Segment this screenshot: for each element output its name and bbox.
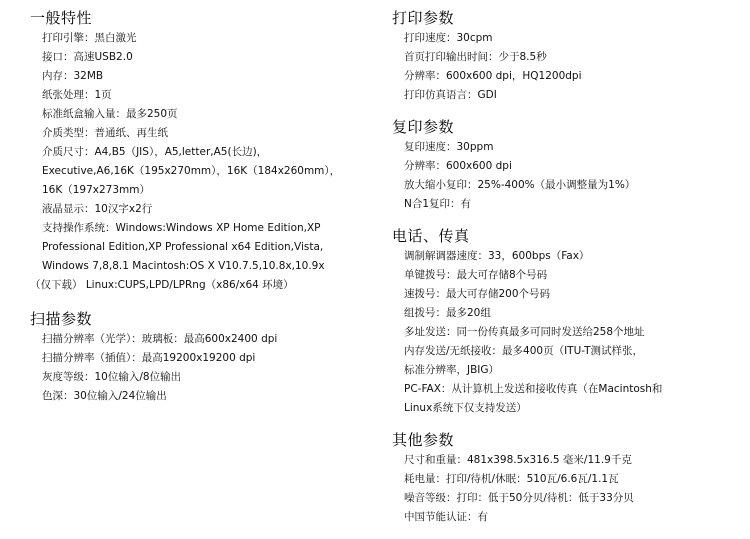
section-title-fax: 电话、传真: [392, 227, 470, 245]
section-title-copy: 复印参数: [392, 118, 455, 136]
print-section: [392, 8, 744, 105]
spec-line: Professional Edition,XP Professional x64 Edition,Vista,: [42, 241, 324, 253]
spec-line: 打印速度：30cpm: [404, 32, 493, 44]
spec-line: Linux系统下仅支持发送）: [404, 402, 527, 414]
other-section: [392, 430, 744, 527]
spec-line: 液晶显示：10汉字x2行: [42, 203, 153, 215]
spec-line: N合1复印：有: [404, 198, 472, 210]
spec-line: PC-FAX：从计算机上发送和接收传真（在Macintosh和: [404, 383, 663, 395]
spec-line: 支持操作系统：Windows:Windows XP Home Edition,XP: [42, 222, 321, 234]
general-section: [30, 8, 382, 295]
spec-line: 多址发送：同一份传真最多可同时发送给258个地址: [404, 326, 645, 338]
spec-line: 耗电量：打印/待机/休眠：510瓦/6.6瓦/1.1瓦: [404, 473, 619, 485]
spec-line: 单键拨号：最大可存储8个号码: [404, 269, 548, 281]
spec-line: 打印仿真语言：GDI: [404, 89, 497, 101]
fax-section: [392, 226, 744, 418]
spec-line: 灰度等级：10位输入/8位输出: [42, 371, 182, 383]
spec-line: （仅下载） Linux:CUPS,LPD/LPRng（x86/x64 环境）: [30, 279, 294, 291]
spec-line: 扫描分辨率（光学）：玻璃板：最高600x2400 dpi: [42, 333, 278, 345]
section-title-other: 其他参数: [392, 431, 455, 449]
left-column: [30, 8, 382, 415]
spec-line: 标准分辨率，JBIG）: [404, 364, 500, 376]
spec-line: 放大缩小复印：25%-400%（最小调整量为1%）: [404, 179, 636, 191]
spec-line: 内存：32MB: [42, 70, 104, 82]
section-title-print: 打印参数: [392, 9, 455, 27]
spec-line: 介质类型：普通纸、再生纸: [42, 127, 168, 139]
spec-line: 组拨号：最多20组: [404, 307, 491, 319]
spec-line: Executive,A6,16K（195x270mm），16K（184x260mm），: [42, 165, 341, 177]
copy-section: [392, 117, 744, 214]
spec-line: 色深：30位输入/24位输出: [42, 390, 167, 402]
spec-line: 复印速度：30ppm: [404, 141, 494, 153]
spec-line: 接口：高速USB2.0: [42, 51, 133, 63]
spec-line: 扫描分辨率（插值）：最高19200x19200 dpi: [42, 352, 256, 364]
spec-line: 打印引擎：黑白激光: [42, 32, 137, 44]
spec-line: 中国节能认证：有: [404, 511, 488, 523]
spec-line: 速拨号：最大可存储200个号码: [404, 288, 551, 300]
spec-line: 标准纸盒输入量：最多250页: [42, 108, 178, 120]
spec-line: 16K（197x273mm）: [42, 184, 150, 196]
spec-line: Windows 7,8,8.1 Macintosh:OS X V10.7.5,10.8x,10.9x: [42, 260, 325, 272]
right-column: [392, 8, 744, 539]
section-title-general: 一般特性: [30, 9, 93, 27]
spec-line: 纸张处理：1页: [42, 89, 112, 101]
spec-line: 分辨率：600x600 dpi: [404, 160, 512, 172]
spec-line: 首页打印输出时间：少于8.5秒: [404, 51, 547, 63]
spec-line: 尺寸和重量：481x398.5x316.5 毫米/11.9千克: [404, 454, 632, 466]
spec-line: 内存发送/无纸接收：最多400页（ITU-T测试样张，: [404, 345, 644, 357]
spec-line: 调制解调器速度：33，600bps（Fax）: [404, 250, 590, 262]
section-title-scan: 扫描参数: [30, 310, 93, 328]
spec-line: 介质尺寸：A4,B5（JIS），A5,letter,A5(长边)，: [42, 146, 268, 158]
scan-section: [30, 309, 382, 406]
spec-line: 噪音等级：打印：低于50分贝/待机：低于33分贝: [404, 492, 634, 504]
spec-line: 分辨率：600x600 dpi，HQ1200dpi: [404, 70, 582, 82]
